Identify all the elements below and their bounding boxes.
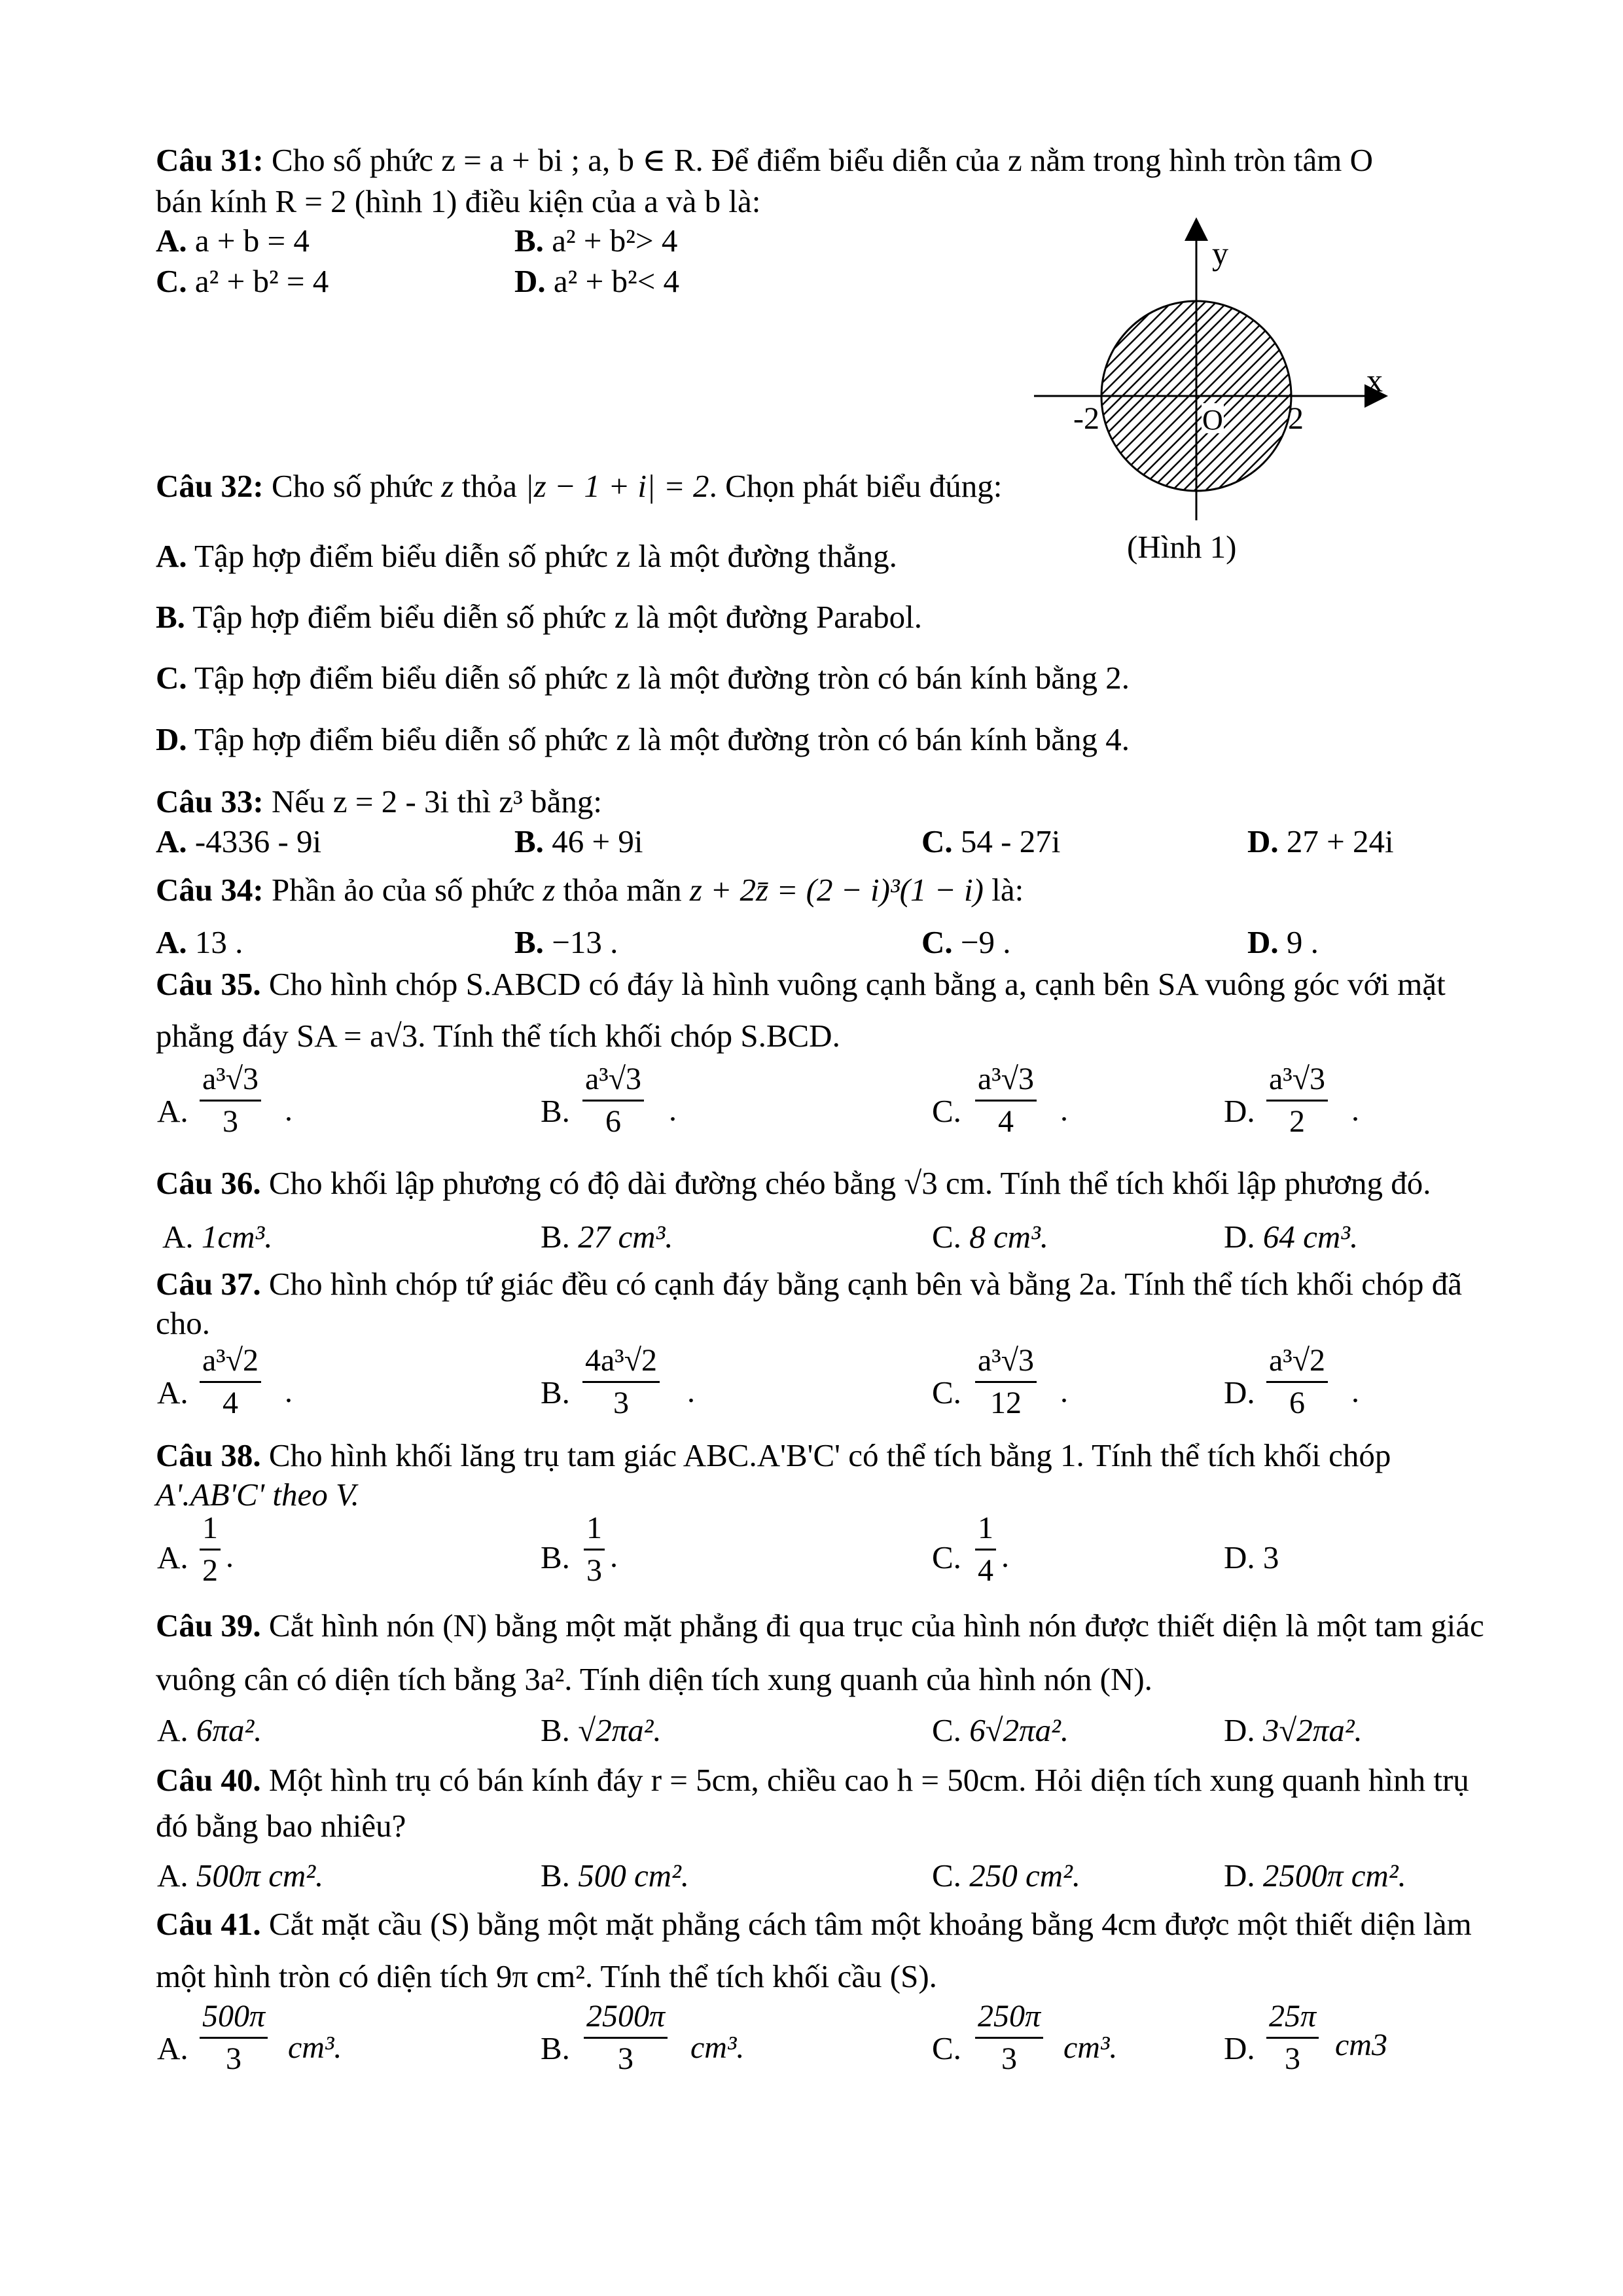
q37-d-num: a³√2 xyxy=(1269,1343,1326,1378)
q35-option-b-letter[interactable]: B. xyxy=(541,1093,570,1129)
q41-a-den: 3 xyxy=(226,2041,242,2076)
q36-option-c-letter: C. xyxy=(932,1219,961,1255)
q32-number: Câu 32: xyxy=(156,468,264,504)
q41-line1 xyxy=(156,1905,1472,1944)
q40-option-a-letter: A. xyxy=(157,1857,188,1893)
q34-number: Câu 34: xyxy=(156,872,264,908)
q41-number: Câu 41. xyxy=(156,1906,261,1942)
q32-option-c-text: Tập hợp điểm biểu diễn số phức z là một đường tròn có bán kính bằng 2. xyxy=(194,660,1130,696)
q35-option-b-fraction xyxy=(582,1060,644,1141)
q41-c-num: 250π xyxy=(978,1999,1041,2034)
q38-c-num: 1 xyxy=(978,1511,993,1545)
q35-b-num: a³√3 xyxy=(585,1062,642,1096)
q39-option-b-text: √2πa². xyxy=(578,1712,662,1748)
q31-text2: bán kính R = 2 (hình 1) điều kiện của a và b là: xyxy=(156,183,761,219)
q38-b-den: 3 xyxy=(586,1553,602,1588)
q31-number: Câu 31: xyxy=(156,142,264,178)
figure-caption: (Hình 1) xyxy=(1127,529,1237,565)
q31-option-c[interactable] xyxy=(156,262,329,301)
q35-line1 xyxy=(156,965,1446,1004)
q41-option-b-fraction xyxy=(584,1998,668,2078)
q34-var-z: z xyxy=(543,872,556,908)
q39-option-b-letter: B. xyxy=(541,1712,570,1748)
q38-b-num: 1 xyxy=(586,1511,602,1545)
q40-option-b-letter: B. xyxy=(541,1857,570,1893)
q31-option-d-text: a² + b²< 4 xyxy=(553,263,680,299)
q38-option-c-letter[interactable]: C. xyxy=(932,1539,961,1575)
q35-d-den: 2 xyxy=(1289,1104,1306,1139)
q41-text1: Cắt mặt cầu (S) bằng một mặt phẳng cách tâm một khoảng bằng 4cm được một thiết diện làm xyxy=(268,1906,1472,1942)
q33-text: Nếu z = 2 - 3i thì z³ bằng: xyxy=(271,783,602,819)
q39-text1: Cắt hình nón (N) bằng một mặt phẳng đi qua trục của hình nón được thiết diện là một tam giác xyxy=(268,1607,1484,1643)
q33-option-a-letter: A. xyxy=(156,823,187,859)
q33-option-c-text: 54 - 27i xyxy=(960,823,1061,859)
q34-option-b[interactable] xyxy=(514,923,618,962)
q39-option-d-letter: D. xyxy=(1224,1712,1255,1748)
q31-option-c-letter: C. xyxy=(156,263,187,299)
q37-a-den: 4 xyxy=(223,1386,239,1420)
q40-number: Câu 40. xyxy=(156,1762,261,1798)
q35-b-den: 6 xyxy=(605,1104,622,1139)
q33-option-b-letter: B. xyxy=(514,823,544,859)
q35-option-c-fraction xyxy=(975,1060,1037,1141)
q38-option-a-letter[interactable]: A. xyxy=(157,1539,188,1575)
q32-option-d-letter: D. xyxy=(156,721,187,757)
q34-option-c-letter: C. xyxy=(921,924,953,960)
q39-option-c-letter: C. xyxy=(932,1712,961,1748)
q38-option-c-fraction xyxy=(975,1509,996,1590)
q41-a-tail: cm³. xyxy=(288,2030,342,2065)
q41-option-d-fraction xyxy=(1266,1998,1319,2078)
q39-option-a[interactable] xyxy=(157,1711,262,1750)
q32-option-b-text: Tập hợp điểm biểu diễn số phức z là một đường Parabol. xyxy=(192,599,922,635)
q31-option-a[interactable] xyxy=(156,221,310,260)
q34-option-a-text: 13 . xyxy=(194,924,243,960)
q36-option-a-letter: A. xyxy=(162,1219,194,1255)
q31-option-d-letter: D. xyxy=(514,263,546,299)
q34-option-a[interactable] xyxy=(156,923,243,962)
q32-line1 xyxy=(156,467,1002,506)
q34-option-a-letter: A. xyxy=(156,924,187,960)
q35-text2: phẳng đáy SA = a√3. Tính thể tích khối chóp S.BCD. xyxy=(156,1018,840,1054)
q35-option-c-letter[interactable]: C. xyxy=(932,1093,961,1129)
q37-option-c-fraction xyxy=(975,1342,1037,1422)
q35-option-d-letter[interactable]: D. xyxy=(1224,1093,1255,1129)
tick-pos-2: 2 xyxy=(1288,401,1304,436)
q32-option-d[interactable] xyxy=(156,720,1130,759)
q37-a-num: a³√2 xyxy=(202,1343,259,1378)
origin-label: O xyxy=(1202,404,1223,436)
q31-option-b[interactable] xyxy=(514,221,677,260)
q40-line1 xyxy=(156,1761,1469,1800)
q34-option-d[interactable] xyxy=(1247,923,1319,962)
q35-a-den: 3 xyxy=(223,1104,239,1139)
q38-line1 xyxy=(156,1436,1391,1475)
q40-option-d-letter: D. xyxy=(1224,1857,1255,1893)
q33-option-d-text: 27 + 24i xyxy=(1286,823,1394,859)
q41-option-c-letter[interactable]: C. xyxy=(932,2030,961,2066)
q41-b-num: 2500π xyxy=(586,1999,666,2034)
q35-c-num: a³√3 xyxy=(978,1062,1035,1096)
q37-number: Câu 37. xyxy=(156,1266,261,1302)
q40-option-b-text: 500 cm². xyxy=(578,1857,690,1893)
q33-option-c-letter: C. xyxy=(921,823,953,859)
q34-option-b-letter: B. xyxy=(514,924,544,960)
q41-b-tail: cm³. xyxy=(690,2030,745,2065)
exam-page: Câu 31: Cho số phức z = a + bi ; a, b ∈ R. Để điểm biểu diễn của z nằm trong hình tròn tâm O bán kính R = 2 (hình 1) điều kiện của a và b là: A. a + b = 4 B. a² + b²> 4 C. a² + b² = 4 D. a² + b²< 4 y x -2 2 O (Hình 1) Câu 32: Cho số phức z thỏa |z − 1 + i| = 2. Chọn phát biểu đúng: A. Tập hợp điểm biểu diễn số phức z là một đường thẳng. B. Tập hợp điểm biểu diễn số phức z là một đường Parabol. C. Tập hợp điểm biểu diễn số phức z là một đường tròn có bán kính bằng 2. D. Tập hợp điểm biểu diễn số phức z là một đường tròn có bán kính bằng 4. Câu 33: Nếu z = 2 - 3i thì z³ bằng: A. -4336 - 9i B. 46 + 9i C. 54 - 27i D. 27 + 24i Câu 34: Phần ảo của số phức z thỏa mãn z + 2z̄ = (2 − i)³(1 − i) là: A. 13 . B. −13 . C. −9 . D. 9 . Câu 35. Cho hình chóp S.ABCD có đáy là hình vuông cạnh bằng a, cạnh bên SA vuông góc với mặt phẳng đáy SA = a√3. Tính thể tích khối chóp S.BCD. A. a³√3 3 . B. a³√3 6 . C. a³√3 4 . D. a³√3 2 . Câu 36. Cho khối lập phương có độ dài đường chéo bằng √3 cm. Tính thể tích khối lập phương đó. A. 1cm³. B. 27 cm³. C. 8 cm³. D. 64 cm³. Câu 37. Cho hình chóp tứ giác đều có cạnh đáy bằng cạnh bên và bằng 2a. Tính thể tích khối chóp đã cho. A. a³√2 4 . B. 4a³√2 3 . C. a³√3 12 . D. a³√2 6 . Câu 38. Cho hình khối lăng trụ tam giác ABC.A'B'C' có thể tích bằng 1. Tính thể tích khối chóp A'.AB'C' theo V. A. 1 2 . B. 1 3 . C. 1 4 . D. 3 Câu 39. Cắt hình nón (N) bằng một mặt phẳng đi qua trục của hình nón được thiết diện là một tam giác vuông cân có diện tích bằng 3a². Tính diện tích xung quanh của hình nón (N). A. 6πa². B. √2πa². C. 6√2πa². D. 3√2πa². Câu 40. Một hình trụ có bán kính đáy r = 5cm, chiều cao h = 50cm. Hỏi diện tích xung quanh hình trụ đó bằng bao nhiêu? A. 500π cm². B. 500 cm². C. 250 cm². D. 2500π cm². Câu 41. Cắt mặt cầu (S) bằng một mặt phẳng cách tâm một khoảng bằng 4cm được một thiết diện làm một hình tròn có diện tích 9π cm². Tính thể tích khối cầu (S). A. 500π 3 cm³. B. 2500π 3 cm³. C. 250π 3 cm³. D. 25π 3 cm3 xyxy=(0,0,1623,2296)
q37-b-num: 4a³√2 xyxy=(585,1343,658,1378)
q31-text1: Cho số phức z = a + bi ; a, b ∈ R. Để điểm biểu diễn của z nằm trong hình tròn tâm O xyxy=(271,142,1374,178)
q38-option-b-fraction xyxy=(584,1509,605,1590)
q34-line1 xyxy=(156,870,1024,910)
tick-neg-2: -2 xyxy=(1073,401,1099,436)
q41-a-num: 500π xyxy=(202,1999,266,2034)
q34-option-d-text: 9 . xyxy=(1286,924,1319,960)
q32-equation: |z − 1 + i| = 2 xyxy=(525,468,709,504)
q36-option-d[interactable] xyxy=(1224,1217,1358,1257)
q38-option-d-text: 3 xyxy=(1262,1539,1279,1575)
q32-option-a[interactable] xyxy=(156,537,897,576)
q35-number: Câu 35. xyxy=(156,966,261,1002)
q38-c-den: 4 xyxy=(978,1553,993,1588)
q33-option-d-letter: D. xyxy=(1247,823,1279,859)
q35-text1: Cho hình chóp S.ABCD có đáy là hình vuông cạnh bằng a, cạnh bên SA vuông góc với mặt xyxy=(268,966,1446,1002)
q31-option-a-text: a + b = 4 xyxy=(194,223,310,259)
q33-option-a[interactable] xyxy=(156,822,321,861)
q33-option-b-text: 46 + 9i xyxy=(552,823,643,859)
q40-option-d[interactable] xyxy=(1224,1856,1406,1895)
q37-option-b-fraction xyxy=(582,1342,660,1422)
q37-text2: cho. xyxy=(156,1305,210,1341)
q35-c-den: 4 xyxy=(998,1104,1014,1139)
q32-option-b[interactable] xyxy=(156,598,922,637)
q38-option-d[interactable] xyxy=(1224,1538,1279,1577)
q32-option-b-letter: B. xyxy=(156,599,185,635)
q34-text-b: thỏa mãn xyxy=(563,872,682,908)
q31-option-a-letter: A. xyxy=(156,223,187,259)
q32-option-c-letter: C. xyxy=(156,660,187,696)
q36-number: Câu 36. xyxy=(156,1165,261,1201)
q40-text1: Một hình trụ có bán kính đáy r = 5cm, chiều cao h = 50cm. Hỏi diện tích xung quanh hình trụ xyxy=(268,1762,1469,1798)
q32-option-c[interactable] xyxy=(156,658,1130,698)
q37-c-num: a³√3 xyxy=(978,1343,1035,1378)
q39-option-a-letter: A. xyxy=(157,1712,188,1748)
circle-figure xyxy=(1008,209,1414,576)
q31-option-d[interactable] xyxy=(514,262,679,301)
q39-option-d[interactable] xyxy=(1224,1711,1363,1750)
q38-option-b-letter[interactable]: B. xyxy=(541,1539,570,1575)
q41-option-d-letter[interactable]: D. xyxy=(1224,2030,1255,2066)
q37-option-c-letter[interactable]: C. xyxy=(932,1374,961,1410)
q36-option-b[interactable] xyxy=(541,1217,673,1257)
q31-option-b-text: a² + b²> 4 xyxy=(552,223,678,259)
q32-option-a-text: Tập hợp điểm biểu diễn số phức z là một đường thẳng. xyxy=(194,538,897,574)
q39-option-c-text: 6√2πa². xyxy=(969,1712,1069,1748)
q41-d-tail: cm3 xyxy=(1335,2028,1387,2062)
q36-option-c[interactable] xyxy=(932,1217,1048,1257)
q41-option-a-fraction xyxy=(200,1998,268,2078)
x-label: x xyxy=(1366,362,1383,399)
q36-option-d-letter: D. xyxy=(1224,1219,1255,1255)
q35-d-num: a³√3 xyxy=(1269,1062,1326,1096)
q41-c-tail: cm³. xyxy=(1063,2030,1118,2065)
q33-option-c[interactable] xyxy=(921,822,1060,861)
q33-option-d[interactable] xyxy=(1247,822,1394,861)
q33-option-b[interactable] xyxy=(514,822,643,861)
q41-text2: một hình tròn có diện tích 9π cm². Tính thể tích khối cầu (S). xyxy=(156,1958,937,1994)
q38-text2: A'.AB'C' theo V. xyxy=(156,1477,359,1513)
q37-option-a-fraction xyxy=(200,1342,261,1422)
q34-text-a: Phần ảo của số phức xyxy=(271,872,535,908)
q31-option-b-letter: B. xyxy=(514,223,544,259)
q35-option-d-fraction xyxy=(1266,1060,1328,1141)
q41-option-a-letter[interactable]: A. xyxy=(157,2030,188,2066)
q37-b-den: 3 xyxy=(613,1386,630,1420)
q39-line1 xyxy=(156,1606,1484,1645)
q41-d-num: 25π xyxy=(1269,1999,1317,2034)
q37-option-d-letter[interactable]: D. xyxy=(1224,1374,1255,1410)
q33-number: Câu 33: xyxy=(156,783,264,819)
q36-option-d-text: 64 cm³. xyxy=(1262,1219,1359,1255)
q40-option-a-text: 500π cm². xyxy=(196,1857,324,1893)
q34-option-b-text: −13 . xyxy=(552,924,618,960)
q36-option-b-letter: B. xyxy=(541,1219,570,1255)
q32-text-a: Cho số phức xyxy=(271,468,434,504)
q32-option-a-letter: A. xyxy=(156,538,187,574)
q38-a-num: 1 xyxy=(202,1511,218,1545)
q34-option-c[interactable] xyxy=(921,923,1011,962)
q36-option-b-text: 27 cm³. xyxy=(578,1219,673,1255)
q41-option-c-fraction xyxy=(975,1998,1043,2078)
q38-a-den: 2 xyxy=(202,1553,218,1588)
q34-equation: z + 2z̄ = (2 − i)³(1 − i) xyxy=(689,872,984,908)
q31-option-c-text: a² + b² = 4 xyxy=(194,263,329,299)
q40-option-c-letter: C. xyxy=(932,1857,961,1893)
q39-option-a-text: 6πa². xyxy=(196,1712,262,1748)
q41-b-den: 3 xyxy=(618,2041,634,2076)
q32-option-d-text: Tập hợp điểm biểu diễn số phức z là một đường tròn có bán kính bằng 4. xyxy=(194,721,1130,757)
q37-line1 xyxy=(156,1265,1462,1304)
q36-text: Cho khối lập phương có độ dài đường chéo bằng √3 cm. Tính thể tích khối lập phương đó. xyxy=(268,1165,1431,1201)
q31-line1 xyxy=(156,141,1373,180)
q34-option-d-letter: D. xyxy=(1247,924,1279,960)
q37-option-a-letter[interactable]: A. xyxy=(157,1374,188,1410)
q41-c-den: 3 xyxy=(1001,2041,1018,2076)
q41-option-b-letter[interactable]: B. xyxy=(541,2030,570,2066)
q38-option-a-fraction xyxy=(200,1509,221,1590)
q40-option-c[interactable] xyxy=(932,1856,1080,1895)
q37-option-d-fraction xyxy=(1266,1342,1328,1422)
q35-a-num: a³√3 xyxy=(202,1062,259,1096)
q40-option-a[interactable] xyxy=(157,1856,323,1895)
q37-text1: Cho hình chóp tứ giác đều có cạnh đáy bằng cạnh bên và bằng 2a. Tính thể tích khối chóp đã xyxy=(268,1266,1463,1302)
q40-option-d-text: 2500π cm². xyxy=(1262,1857,1406,1893)
q32-var-z: z xyxy=(441,468,454,504)
q36-line1 xyxy=(156,1164,1431,1203)
q39-option-c[interactable] xyxy=(932,1711,1069,1750)
q33-option-a-text: -4336 - 9i xyxy=(194,823,322,859)
q39-number: Câu 39. xyxy=(156,1607,261,1643)
q32-text-b: thỏa xyxy=(461,468,517,504)
q37-d-den: 6 xyxy=(1289,1386,1306,1420)
q39-option-b[interactable] xyxy=(541,1711,662,1750)
q37-option-b-letter[interactable]: B. xyxy=(541,1374,570,1410)
y-label: y xyxy=(1212,235,1228,272)
q35-option-a-fraction xyxy=(200,1060,261,1141)
q39-option-d-text: 3√2πa². xyxy=(1262,1712,1363,1748)
q38-number: Câu 38. xyxy=(156,1437,261,1473)
q37-c-den: 12 xyxy=(990,1386,1022,1420)
q36-option-a[interactable] xyxy=(162,1217,272,1257)
q39-text2: vuông cân có diện tích bằng 3a². Tính diện tích xung quanh của hình nón (N). xyxy=(156,1661,1152,1697)
q36-option-a-text: 1cm³. xyxy=(201,1219,273,1255)
q40-option-b[interactable] xyxy=(541,1856,689,1895)
q40-text2: đó bằng bao nhiêu? xyxy=(156,1808,406,1844)
q38-text1: Cho hình khối lăng trụ tam giác ABC.A'B'C' có thể tích bằng 1. Tính thể tích khối chóp xyxy=(268,1437,1391,1473)
q34-option-c-text: −9 . xyxy=(960,924,1011,960)
q38-option-d-letter: D. xyxy=(1224,1539,1255,1575)
q41-d-den: 3 xyxy=(1285,2041,1301,2076)
q36-option-c-text: 8 cm³. xyxy=(969,1219,1049,1255)
q33-line1 xyxy=(156,782,602,821)
q34-text-c: là: xyxy=(991,872,1024,908)
q40-option-c-text: 250 cm². xyxy=(969,1857,1081,1893)
q32-text-c: . Chọn phát biểu đúng: xyxy=(709,468,1003,504)
q35-option-a-letter[interactable]: A. xyxy=(157,1093,188,1129)
